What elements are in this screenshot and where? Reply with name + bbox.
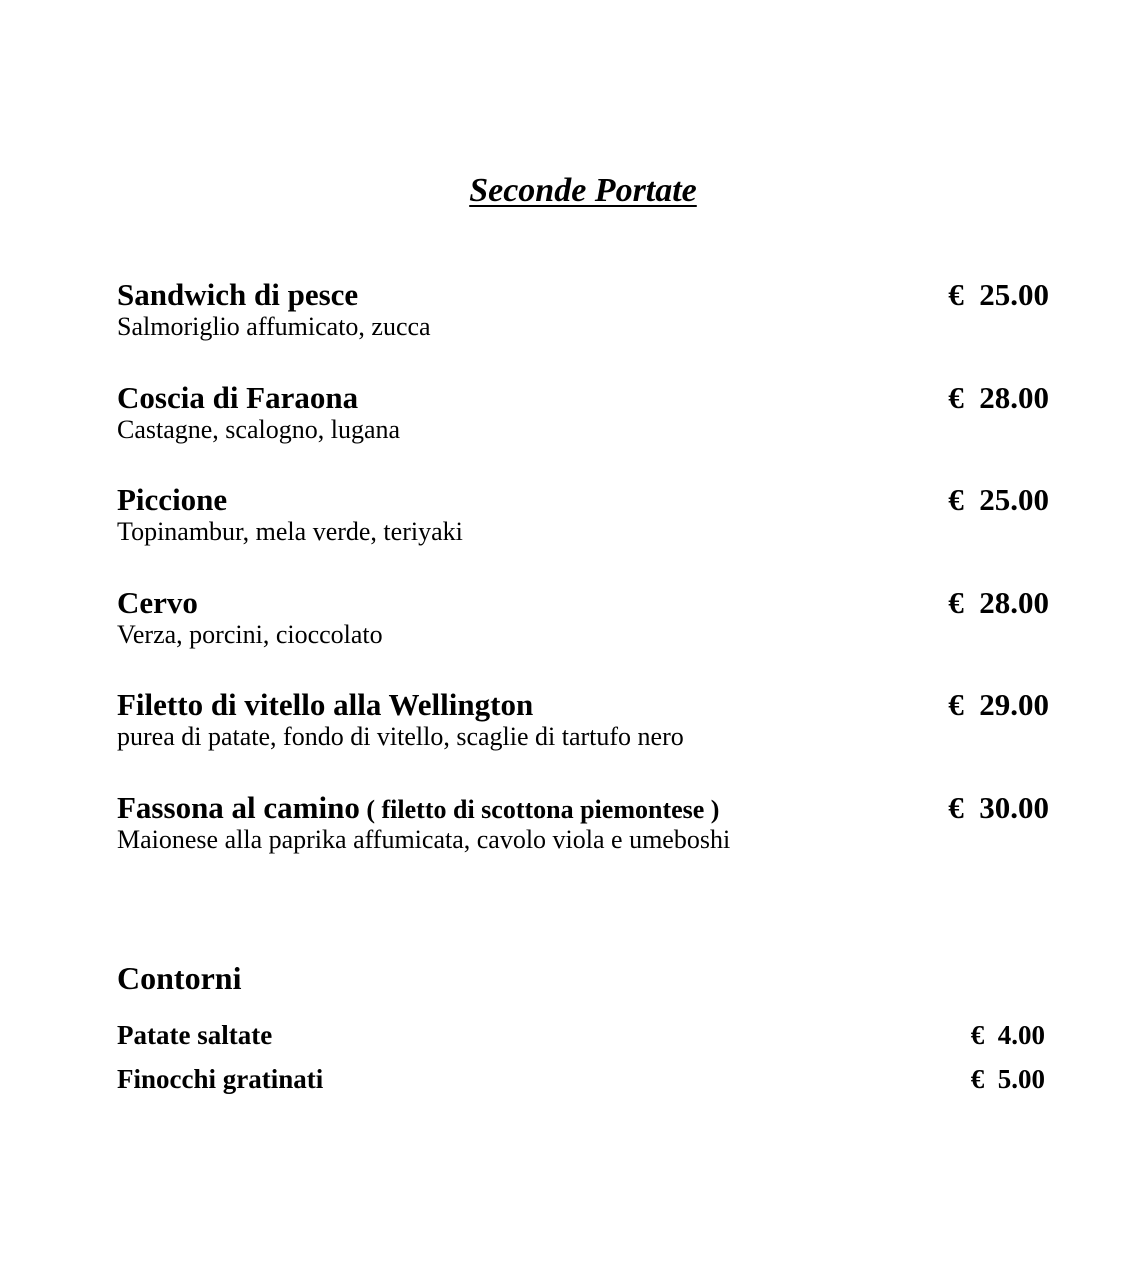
dish-price: € 29.00 bbox=[948, 687, 1049, 722]
dish-note: ( filetto di scottona piemontese ) bbox=[359, 795, 720, 824]
dish-item bbox=[117, 482, 1049, 547]
side-dish-name: Finocchi gratinati bbox=[117, 1064, 324, 1094]
dish-description: Salmoriglio affumicato, zucca bbox=[117, 312, 431, 341]
dish-description: Maionese alla paprika affumicata, cavolo viola e umeboshi bbox=[117, 825, 731, 854]
dish-name: Piccione bbox=[117, 482, 228, 517]
dish-name: Filetto di vitello alla Wellington bbox=[117, 687, 534, 722]
dish-price: € 25.00 bbox=[948, 482, 1049, 517]
dish-item bbox=[117, 585, 1049, 650]
dish-name: Sandwich di pesce bbox=[117, 277, 359, 312]
dish-name: Fassona al camino ( filetto di scottona piemontese ) bbox=[117, 790, 720, 825]
side-dish-name: Patate saltate bbox=[117, 1020, 273, 1050]
dish-name: Cervo bbox=[117, 585, 198, 620]
dish-description: Verza, porcini, cioccolato bbox=[117, 620, 383, 649]
side-dish-price: € 4.00 bbox=[970, 1020, 1045, 1050]
dish-description: Topinambur, mela verde, teriyaki bbox=[117, 517, 463, 546]
dish-item bbox=[117, 790, 1049, 855]
side-dish-price: € 5.00 bbox=[970, 1064, 1045, 1094]
side-dish-item bbox=[117, 1064, 1045, 1095]
side-dish-item bbox=[117, 1020, 1045, 1051]
dish-item bbox=[117, 687, 1049, 752]
dish-item bbox=[117, 277, 1049, 342]
page-title: Seconde Portate bbox=[469, 172, 697, 209]
dish-price: € 28.00 bbox=[948, 585, 1049, 620]
section-heading: Contorni bbox=[117, 960, 242, 996]
dish-price: € 25.00 bbox=[948, 277, 1049, 312]
dish-price: € 30.00 bbox=[948, 790, 1049, 825]
dish-description: Castagne, scalogno, lugana bbox=[117, 415, 401, 444]
dish-name: Coscia di Faraona bbox=[117, 380, 359, 415]
dish-price: € 28.00 bbox=[948, 380, 1049, 415]
dish-item bbox=[117, 380, 1049, 445]
dish-description: purea di patate, fondo di vitello, scaglie di tartufo nero bbox=[117, 722, 684, 751]
